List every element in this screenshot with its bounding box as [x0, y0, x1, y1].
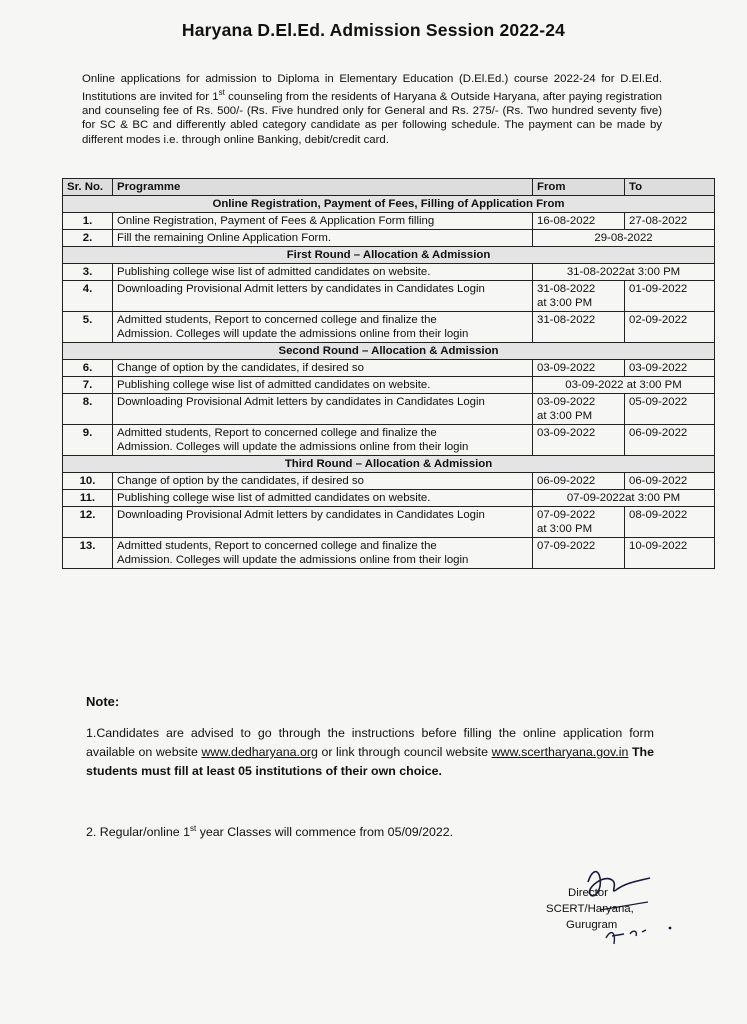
- row-from-date: [533, 213, 625, 230]
- row-to-date: 10-09-2022: [625, 538, 715, 569]
- row-programme: [113, 507, 533, 538]
- from-date-text: 03-09-2022: [537, 362, 596, 374]
- programme-text: Publishing college wise list of admitted candidates on website.: [117, 379, 431, 391]
- from-date-text: 03-09-2022: [537, 427, 596, 439]
- row-programme: [113, 312, 533, 343]
- row-date-span: 07-09-2022at 3:00 PM: [533, 490, 715, 507]
- row-serial-number: 10.: [63, 473, 113, 490]
- programme-text: Change of option by the candidates, if desired so: [117, 475, 364, 487]
- row-from-date: [533, 281, 625, 312]
- note2-text-b: year Classes will commence from: [196, 825, 388, 840]
- row-programme: [113, 264, 533, 281]
- from-date-text: 31-08-2022: [537, 314, 596, 326]
- table-row: [63, 281, 715, 312]
- programme-text: Admitted students, Report to concerned college and finalize the: [117, 427, 437, 439]
- row-programme: [113, 377, 533, 394]
- row-programme: [113, 473, 533, 490]
- row-serial-number: 5.: [63, 312, 113, 343]
- programme-text-line2: Admission. Colleges will update the admissions online from their login: [117, 441, 469, 453]
- row-serial-number: 2.: [63, 230, 113, 247]
- row-from-date: [533, 507, 625, 538]
- header-from: From: [533, 179, 625, 196]
- programme-text: Publishing college wise list of admitted candidates on website.: [117, 266, 431, 278]
- note1-text-c: The students must fill at least 05 institutions of their own choice.: [86, 745, 654, 778]
- table-row: [63, 312, 715, 343]
- table-row: [63, 360, 715, 377]
- row-date-span: 31-08-2022at 3:00 PM: [533, 264, 715, 281]
- schedule-table: [62, 178, 715, 569]
- row-to-date: 05-09-2022: [625, 394, 715, 425]
- note2-date: 05/09/2022.: [387, 825, 454, 840]
- row-serial-number: 9.: [63, 425, 113, 456]
- row-from-date: [533, 394, 625, 425]
- from-date-text: 06-09-2022: [537, 475, 596, 487]
- row-from-date: [533, 360, 625, 377]
- page-title: Haryana D.El.Ed. Admission Session 2022-24: [181, 20, 566, 40]
- table-row: [63, 230, 715, 247]
- programme-text: Fill the remaining Online Application Form.: [117, 232, 331, 244]
- intro-superscript: st: [218, 88, 225, 98]
- from-date-text: 03-09-2022: [537, 396, 596, 408]
- note2-superscript: st: [190, 824, 197, 833]
- row-programme: [113, 230, 533, 247]
- header-sr-no: Sr. No.: [63, 179, 113, 196]
- note2-text-a: 2. Regular/online 1: [86, 825, 191, 840]
- programme-text: Downloading Provisional Admit letters by candidates in Candidates Login: [117, 396, 485, 408]
- note-item-2: [86, 824, 453, 839]
- row-serial-number: 1.: [63, 213, 113, 230]
- row-to-date: 06-09-2022: [625, 425, 715, 456]
- programme-text: Downloading Provisional Admit letters by candidates in Candidates Login: [117, 283, 485, 295]
- programme-text: Change of option by the candidates, if desired so: [117, 362, 364, 374]
- table-row: [63, 213, 715, 230]
- from-date-text: 07-09-2022: [537, 540, 596, 552]
- section-heading-row: [63, 196, 715, 213]
- table-row: [63, 507, 715, 538]
- section-heading: Third Round – Allocation & Admission: [63, 456, 715, 473]
- row-date-span: 29-08-2022: [533, 230, 715, 247]
- signature-title-scert: SCERT/Haryana,: [546, 903, 634, 915]
- row-to-date: 06-09-2022: [625, 473, 715, 490]
- row-to-date: 03-09-2022: [625, 360, 715, 377]
- row-to-date: 27-08-2022: [625, 213, 715, 230]
- programme-text: Admitted students, Report to concerned college and finalize the: [117, 540, 437, 552]
- section-heading: Second Round – Allocation & Admission: [63, 343, 715, 360]
- intro-text-a: Online applications for admission to Diploma in Elementary Education (D.El.Ed.) course 2022-24 for D.El.Ed. Institutions are invited for 1: [82, 73, 662, 103]
- row-programme: [113, 360, 533, 377]
- programme-text-line2: Admission. Colleges will update the admissions online from their login: [117, 554, 469, 566]
- row-serial-number: 3.: [63, 264, 113, 281]
- note-heading: Note:: [86, 694, 120, 709]
- row-serial-number: 7.: [63, 377, 113, 394]
- table-row: [63, 264, 715, 281]
- row-programme: [113, 490, 533, 507]
- row-from-date: [533, 473, 625, 490]
- website-link-scertharyana[interactable]: www.scertharyana.gov.in: [491, 745, 629, 759]
- intro-paragraph: [82, 72, 662, 147]
- row-to-date: 01-09-2022: [625, 281, 715, 312]
- note-item-1: [86, 724, 654, 781]
- row-from-date: [533, 312, 625, 343]
- programme-text: Online Registration, Payment of Fees & Application Form filling: [117, 215, 435, 227]
- from-date-text: 16-08-2022: [537, 215, 596, 227]
- programme-text: Admitted students, Report to concerned college and finalize the: [117, 314, 437, 326]
- row-programme: [113, 394, 533, 425]
- programme-text: Downloading Provisional Admit letters by candidates in Candidates Login: [117, 509, 485, 521]
- row-serial-number: 13.: [63, 538, 113, 569]
- row-serial-number: 4.: [63, 281, 113, 312]
- row-programme: [113, 213, 533, 230]
- from-time-text: at 3:00 PM: [537, 523, 593, 535]
- row-date-span: 03-09-2022 at 3:00 PM: [533, 377, 715, 394]
- section-heading-row: [63, 456, 715, 473]
- table-row: [63, 538, 715, 569]
- schedule-body: [63, 179, 715, 569]
- row-programme: [113, 538, 533, 569]
- row-serial-number: 11.: [63, 490, 113, 507]
- header-to: To: [625, 179, 715, 196]
- section-heading-row: [63, 247, 715, 264]
- row-serial-number: 8.: [63, 394, 113, 425]
- header-programme: Programme: [113, 179, 533, 196]
- row-to-date: 08-09-2022: [625, 507, 715, 538]
- section-heading-row: [63, 343, 715, 360]
- website-link-dedharyana[interactable]: www.dedharyana.org: [201, 745, 318, 759]
- row-from-date: [533, 425, 625, 456]
- row-from-date: [533, 538, 625, 569]
- note1-text-b: or link through council website: [317, 745, 492, 759]
- row-serial-number: 12.: [63, 507, 113, 538]
- table-row: [63, 473, 715, 490]
- section-heading: First Round – Allocation & Admission: [63, 247, 715, 264]
- from-date-text: 31-08-2022: [537, 283, 596, 295]
- table-row: [63, 377, 715, 394]
- note1-text-a: 1.Candidates are advised to go through the instructions before filling the online application form available on website: [86, 726, 654, 759]
- programme-text: Publishing college wise list of admitted candidates on website.: [117, 492, 431, 504]
- row-programme: [113, 425, 533, 456]
- programme-text-line2: Admission. Colleges will update the admissions online from their login: [117, 328, 469, 340]
- table-row: [63, 425, 715, 456]
- row-programme: [113, 281, 533, 312]
- table-header-row: [63, 179, 715, 196]
- section-heading: Online Registration, Payment of Fees, Filling of Application From: [63, 196, 715, 213]
- from-time-text: at 3:00 PM: [537, 297, 593, 309]
- from-time-text: at 3:00 PM: [537, 410, 593, 422]
- signature-title-gurugram: Gurugram: [566, 919, 618, 931]
- table-row: [63, 490, 715, 507]
- table-row: [63, 394, 715, 425]
- intro-text-b: counseling from the residents of Haryana & Outside Haryana, after paying registration and counseling fee of Rs. 500/- (Rs. Five hundred only for General and Rs. 275/- (Rs. Two hundred seventy five) for SC & BC and differently abled category candidate as per following schedule. The payment can be made by different modes i.e. through online Banking, debit/credit card.: [82, 91, 662, 146]
- row-to-date: 02-09-2022: [625, 312, 715, 343]
- signature-title-director: Director: [568, 887, 608, 899]
- row-serial-number: 6.: [63, 360, 113, 377]
- from-date-text: 07-09-2022: [537, 509, 596, 521]
